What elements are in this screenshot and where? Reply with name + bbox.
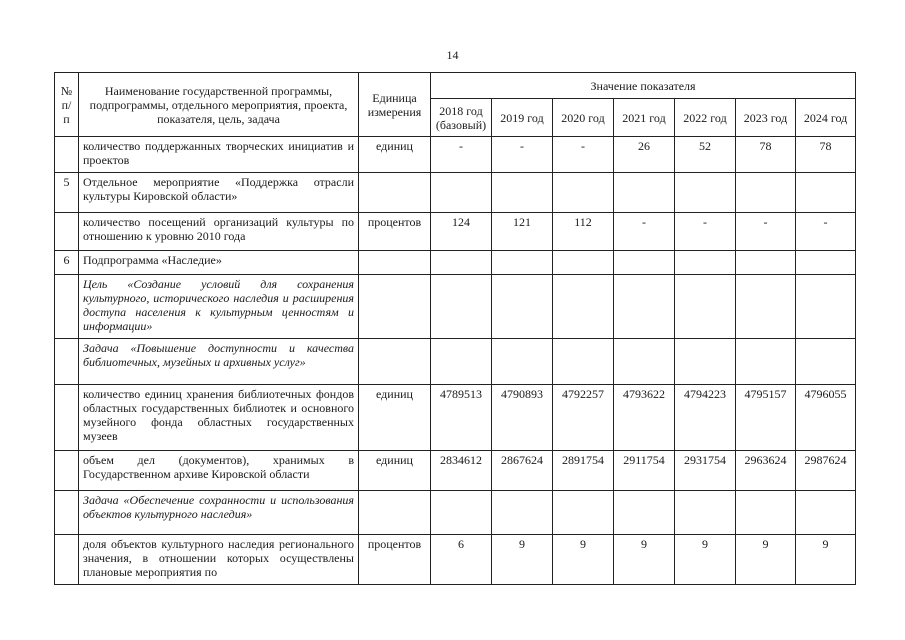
row-value — [614, 339, 675, 385]
row-name: Задача «Повышение доступности и качества библиотечных, музейных и архивных услуг» — [79, 339, 359, 385]
row-value — [553, 275, 614, 339]
row-value — [796, 275, 856, 339]
row-value — [675, 491, 736, 535]
row-value: - — [796, 213, 856, 251]
row-number — [55, 535, 79, 585]
row-value: - — [736, 213, 796, 251]
row-value: 2891754 — [553, 451, 614, 491]
row-value — [431, 275, 492, 339]
row-value — [736, 173, 796, 213]
row-value: 52 — [675, 137, 736, 173]
row-value — [736, 251, 796, 275]
header-unit: Единица измерения — [359, 73, 431, 137]
header-year-2023: 2023 год — [736, 99, 796, 137]
row-value: 4796055 — [796, 385, 856, 451]
row-value — [736, 275, 796, 339]
row-name: количество поддержанных творческих инициатив и проектов — [79, 137, 359, 173]
row-name: количество единиц хранения библиотечных фондов областных государственных библиотек и основного музейного фонда областных государственных музеев — [79, 385, 359, 451]
row-value: 124 — [431, 213, 492, 251]
header-year-2018: 2018 год (базовый) — [431, 99, 492, 137]
row-value: - — [614, 213, 675, 251]
row-value — [736, 491, 796, 535]
row-value: 2867624 — [492, 451, 553, 491]
row-value: 6 — [431, 535, 492, 585]
table-row — [55, 137, 856, 173]
row-unit: единиц — [359, 137, 431, 173]
row-value — [553, 251, 614, 275]
row-value — [614, 275, 675, 339]
row-value: 2963624 — [736, 451, 796, 491]
row-value: 9 — [796, 535, 856, 585]
row-value — [614, 491, 675, 535]
row-value: 4793622 — [614, 385, 675, 451]
row-value — [492, 275, 553, 339]
row-value — [553, 173, 614, 213]
row-value — [675, 173, 736, 213]
row-value: 2834612 — [431, 451, 492, 491]
header-number: № п/п — [55, 73, 79, 137]
row-unit — [359, 491, 431, 535]
table-row — [55, 251, 856, 275]
row-number: 6 — [55, 251, 79, 275]
row-value — [796, 339, 856, 385]
row-number: 5 — [55, 173, 79, 213]
row-name: Цель «Создание условий для сохранения культурного, исторического наследия и расширения доступа населения к культурным ценностям и информации» — [79, 275, 359, 339]
row-value: 4790893 — [492, 385, 553, 451]
table-row — [55, 491, 856, 535]
row-number — [55, 275, 79, 339]
row-name: Отдельное мероприятие «Поддержка отрасли культуры Кировской области» — [79, 173, 359, 213]
table-row — [55, 213, 856, 251]
row-value: 2987624 — [796, 451, 856, 491]
table-row — [55, 535, 856, 585]
header-year-2022: 2022 год — [675, 99, 736, 137]
header-year-2021: 2021 год — [614, 99, 675, 137]
row-value — [553, 339, 614, 385]
header-name: Наименование государственной программы, подпрограммы, отдельного мероприятия, проекта, показателя, цель, задача — [79, 73, 359, 137]
row-unit: единиц — [359, 385, 431, 451]
row-unit — [359, 339, 431, 385]
row-value — [553, 491, 614, 535]
table-row — [55, 339, 856, 385]
row-unit — [359, 251, 431, 275]
row-name: Задача «Обеспечение сохранности и использования объектов культурного наследия» — [79, 491, 359, 535]
row-value — [492, 339, 553, 385]
row-value — [492, 173, 553, 213]
row-unit: единиц — [359, 451, 431, 491]
header-values: Значение показателя — [431, 73, 856, 99]
row-value — [492, 491, 553, 535]
row-number — [55, 451, 79, 491]
row-value: 4789513 — [431, 385, 492, 451]
header-year-2020: 2020 год — [553, 99, 614, 137]
row-name: доля объектов культурного наследия регионального значения, в отношении которых осуществлены плановые мероприятия по — [79, 535, 359, 585]
row-value: - — [675, 213, 736, 251]
row-value: 4792257 — [553, 385, 614, 451]
row-number — [55, 213, 79, 251]
row-value: 26 — [614, 137, 675, 173]
row-value — [675, 275, 736, 339]
header-year-2024: 2024 год — [796, 99, 856, 137]
row-value — [431, 491, 492, 535]
row-value: - — [492, 137, 553, 173]
row-value: 4795157 — [736, 385, 796, 451]
row-value — [675, 339, 736, 385]
row-value: 112 — [553, 213, 614, 251]
row-value — [492, 251, 553, 275]
row-number — [55, 491, 79, 535]
row-value — [675, 251, 736, 275]
row-unit: процентов — [359, 213, 431, 251]
row-value — [736, 339, 796, 385]
row-name: Подпрограмма «Наследие» — [79, 251, 359, 275]
row-name: количество посещений организаций культуры по отношению к уровню 2010 года — [79, 213, 359, 251]
row-value — [614, 173, 675, 213]
row-value — [431, 173, 492, 213]
row-value: 121 — [492, 213, 553, 251]
row-value: - — [553, 137, 614, 173]
row-value: 4794223 — [675, 385, 736, 451]
row-value — [796, 251, 856, 275]
row-unit: процентов — [359, 535, 431, 585]
row-value: 78 — [736, 137, 796, 173]
row-number — [55, 339, 79, 385]
row-value: 9 — [553, 535, 614, 585]
row-number — [55, 385, 79, 451]
row-value — [796, 491, 856, 535]
row-value — [431, 251, 492, 275]
table-row — [55, 385, 856, 451]
row-value: 2911754 — [614, 451, 675, 491]
page-number: 14 — [446, 48, 459, 62]
row-value — [796, 173, 856, 213]
row-value: 9 — [614, 535, 675, 585]
row-value: 9 — [675, 535, 736, 585]
table-row — [55, 275, 856, 339]
row-name: объем дел (документов), хранимых в Государственном архиве Кировской области — [79, 451, 359, 491]
row-unit — [359, 173, 431, 213]
indicators-table — [54, 72, 856, 585]
row-value — [431, 339, 492, 385]
row-number — [55, 137, 79, 173]
row-value: - — [431, 137, 492, 173]
row-unit — [359, 275, 431, 339]
header-year-2019: 2019 год — [492, 99, 553, 137]
row-value: 9 — [736, 535, 796, 585]
table-row — [55, 173, 856, 213]
row-value: 78 — [796, 137, 856, 173]
row-value — [614, 251, 675, 275]
table-row — [55, 451, 856, 491]
row-value: 2931754 — [675, 451, 736, 491]
row-value: 9 — [492, 535, 553, 585]
